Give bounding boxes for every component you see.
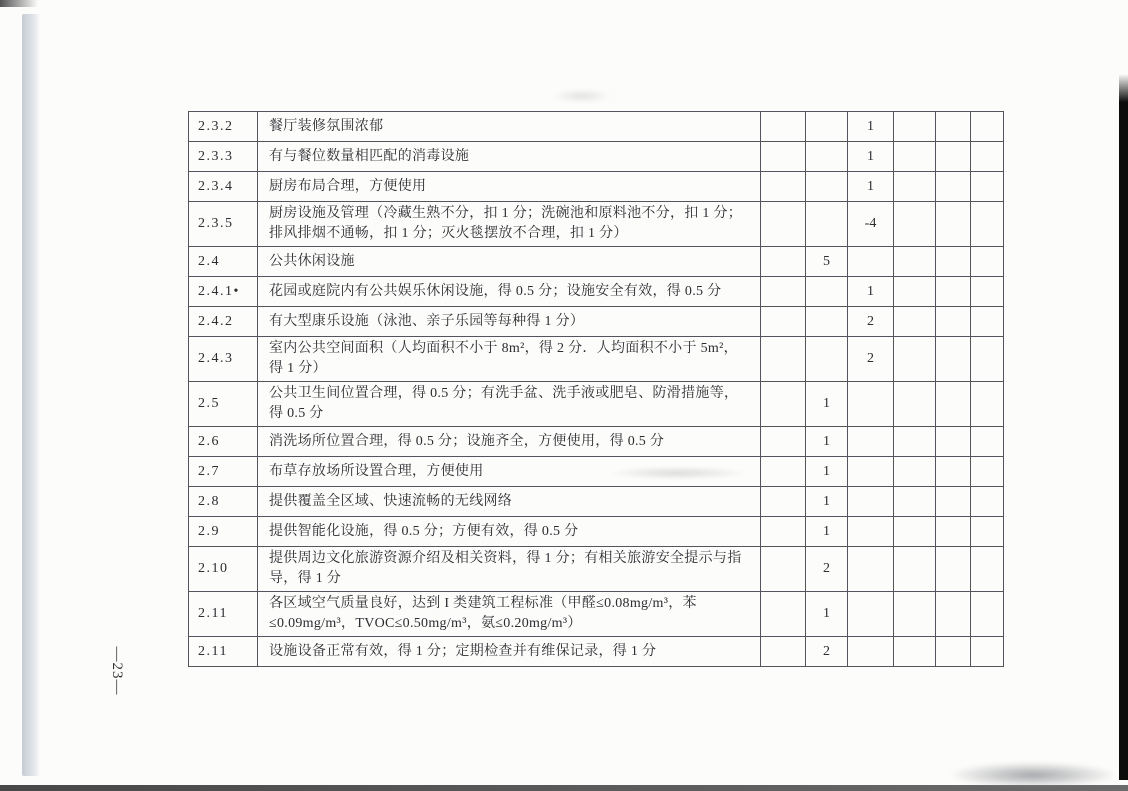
item-description-cell: 设施设备正常有效，得 1 分；定期检查并有维保记录，得 1 分 — [258, 637, 761, 667]
page-number: —23— — [109, 646, 125, 696]
scan-artifact-top — [552, 88, 612, 104]
table-row — [189, 247, 1004, 277]
score-cell: 1 — [806, 517, 848, 547]
score-cell: -4 — [848, 202, 894, 247]
item-description-cell: 花园或庭院内有公共娱乐休闲设施，得 0.5 分；设施安全有效，得 0.5 分 — [258, 277, 761, 307]
score-cell — [761, 487, 806, 517]
table-row — [189, 637, 1004, 667]
score-cell — [806, 172, 848, 202]
score-cell — [894, 637, 936, 667]
score-cell — [761, 427, 806, 457]
item-description-cell: 消洗场所位置合理，得 0.5 分；设施齐全，方便使用，得 0.5 分 — [258, 427, 761, 457]
score-cell — [848, 247, 894, 277]
table-row — [189, 487, 1004, 517]
score-cell: 5 — [806, 247, 848, 277]
score-cell — [848, 592, 894, 637]
score-cell — [761, 202, 806, 247]
score-cell — [971, 202, 1004, 247]
score-cell — [761, 142, 806, 172]
score-cell — [761, 172, 806, 202]
score-cell — [761, 592, 806, 637]
score-cell — [848, 487, 894, 517]
table-row — [189, 547, 1004, 592]
score-cell — [936, 112, 971, 142]
score-cell — [936, 307, 971, 337]
score-cell — [761, 307, 806, 337]
table-row — [189, 592, 1004, 637]
score-cell — [848, 547, 894, 592]
score-cell — [971, 337, 1004, 382]
score-cell — [936, 142, 971, 172]
score-cell — [806, 277, 848, 307]
score-cell — [761, 637, 806, 667]
item-description-cell: 提供覆盖全区域、快速流畅的无线网络 — [258, 487, 761, 517]
item-description-cell: 厨房布局合理，方便使用 — [258, 172, 761, 202]
score-cell — [936, 382, 971, 427]
score-cell: 1 — [848, 142, 894, 172]
score-cell — [806, 142, 848, 172]
item-number-cell: 2.11 — [189, 637, 258, 667]
score-cell — [894, 457, 936, 487]
score-cell — [971, 277, 1004, 307]
score-cell: 1 — [806, 382, 848, 427]
score-cell — [761, 112, 806, 142]
score-cell — [894, 142, 936, 172]
score-cell: 1 — [806, 457, 848, 487]
score-cell — [894, 337, 936, 382]
item-number-cell: 2.5 — [189, 382, 258, 427]
item-number-cell: 2.10 — [189, 547, 258, 592]
item-description-cell: 餐厅装修氛围浓郁 — [258, 112, 761, 142]
score-cell — [971, 382, 1004, 427]
table-row — [189, 172, 1004, 202]
score-cell — [894, 247, 936, 277]
score-cell — [761, 337, 806, 382]
score-cell — [936, 517, 971, 547]
item-description-cell: 提供智能化设施，得 0.5 分；方便有效，得 0.5 分 — [258, 517, 761, 547]
item-description-cell: 有与餐位数量相匹配的消毒设施 — [258, 142, 761, 172]
scan-artifact-top-left — [0, 0, 38, 7]
table-row — [189, 202, 1004, 247]
scan-right-edge-bar — [1119, 74, 1128, 780]
score-cell — [971, 457, 1004, 487]
score-cell: 1 — [848, 277, 894, 307]
score-cell — [894, 172, 936, 202]
score-cell — [761, 277, 806, 307]
score-cell: 2 — [848, 337, 894, 382]
score-cell — [936, 172, 971, 202]
score-cell — [971, 637, 1004, 667]
score-cell — [936, 277, 971, 307]
score-table-body — [189, 112, 1004, 667]
score-cell: 1 — [848, 172, 894, 202]
score-cell — [936, 547, 971, 592]
score-cell — [848, 457, 894, 487]
score-cell — [761, 247, 806, 277]
item-description-cell: 各区域空气质量良好，达到 I 类建筑工程标准（甲醛≤0.08mg/m³，苯≤0.09mg/m³，TVOC≤0.50mg/m³，氨≤0.20mg/m³） — [258, 592, 761, 637]
score-cell — [971, 142, 1004, 172]
score-table — [188, 111, 1004, 667]
score-cell — [971, 517, 1004, 547]
score-cell: 1 — [806, 427, 848, 457]
score-cell — [806, 112, 848, 142]
score-cell — [971, 427, 1004, 457]
score-cell — [971, 307, 1004, 337]
score-cell — [894, 427, 936, 457]
score-cell — [806, 202, 848, 247]
table-row — [189, 112, 1004, 142]
item-number-cell: 2.4 — [189, 247, 258, 277]
table-row — [189, 382, 1004, 427]
item-number-cell: 2.4.2 — [189, 307, 258, 337]
score-cell — [848, 637, 894, 667]
score-cell — [936, 457, 971, 487]
item-description-cell: 室内公共空间面积（人均面积不小于 8m²，得 2 分．人均面积不小于 5m²，得 1 分） — [258, 337, 761, 382]
score-cell — [894, 277, 936, 307]
item-description-cell: 有大型康乐设施（泳池、亲子乐园等每种得 1 分） — [258, 307, 761, 337]
score-cell — [971, 547, 1004, 592]
item-number-cell: 2.6 — [189, 427, 258, 457]
item-description-cell: 公共休闲设施 — [258, 247, 761, 277]
item-number-cell: 2.9 — [189, 517, 258, 547]
score-cell — [894, 517, 936, 547]
item-number-cell: 2.7 — [189, 457, 258, 487]
score-cell: 1 — [848, 112, 894, 142]
item-number-cell: 2.3.2 — [189, 112, 258, 142]
score-cell — [971, 592, 1004, 637]
score-cell: 1 — [806, 487, 848, 517]
item-number-cell: 2.8 — [189, 487, 258, 517]
item-number-cell: 2.3.4 — [189, 172, 258, 202]
score-cell — [936, 337, 971, 382]
score-cell — [936, 202, 971, 247]
score-cell — [761, 547, 806, 592]
table-row — [189, 307, 1004, 337]
score-cell — [936, 247, 971, 277]
table-row — [189, 142, 1004, 172]
score-cell — [971, 487, 1004, 517]
item-number-cell: 2.3.5 — [189, 202, 258, 247]
item-description-cell: 公共卫生间位置合理，得 0.5 分；有洗手盆、洗手液或肥皂、防滑措施等，得 0.5 分 — [258, 382, 761, 427]
scan-artifact-bottom-right — [948, 762, 1118, 788]
score-cell — [894, 307, 936, 337]
score-cell — [848, 382, 894, 427]
score-cell — [806, 337, 848, 382]
score-cell — [894, 382, 936, 427]
score-cell — [761, 382, 806, 427]
table-row — [189, 427, 1004, 457]
score-cell — [894, 112, 936, 142]
score-cell — [848, 517, 894, 547]
item-number-cell: 2.4.3 — [189, 337, 258, 382]
score-cell: 2 — [806, 637, 848, 667]
score-cell — [936, 487, 971, 517]
score-cell — [894, 592, 936, 637]
score-cell — [761, 517, 806, 547]
score-cell — [936, 427, 971, 457]
score-cell — [936, 637, 971, 667]
score-cell — [848, 427, 894, 457]
table-row — [189, 337, 1004, 382]
score-cell — [894, 202, 936, 247]
score-cell — [936, 592, 971, 637]
score-cell: 2 — [806, 547, 848, 592]
score-cell: 1 — [806, 592, 848, 637]
score-cell: 2 — [848, 307, 894, 337]
score-cell — [894, 547, 936, 592]
item-number-cell: 2.3.3 — [189, 142, 258, 172]
scan-left-edge-shadow — [22, 14, 40, 776]
item-number-cell: 2.4.1• — [189, 277, 258, 307]
table-row — [189, 457, 1004, 487]
score-cell — [761, 457, 806, 487]
item-description-cell: 厨房设施及管理（冷藏生熟不分，扣 1 分；洗碗池和原料池不分，扣 1 分；排风排烟不通畅，扣 1 分；灭火毯摆放不合理，扣 1 分） — [258, 202, 761, 247]
item-description-cell: 提供周边文化旅游资源介绍及相关资料，得 1 分；有相关旅游安全提示与指导，得 1 分 — [258, 547, 761, 592]
table-row — [189, 277, 1004, 307]
item-description-cell: 布草存放场所设置合理，方便使用 — [258, 457, 761, 487]
score-cell — [971, 172, 1004, 202]
score-cell — [971, 247, 1004, 277]
item-number-cell: 2.11 — [189, 592, 258, 637]
score-cell — [894, 487, 936, 517]
table-row — [189, 517, 1004, 547]
score-cell — [971, 112, 1004, 142]
score-cell — [806, 307, 848, 337]
